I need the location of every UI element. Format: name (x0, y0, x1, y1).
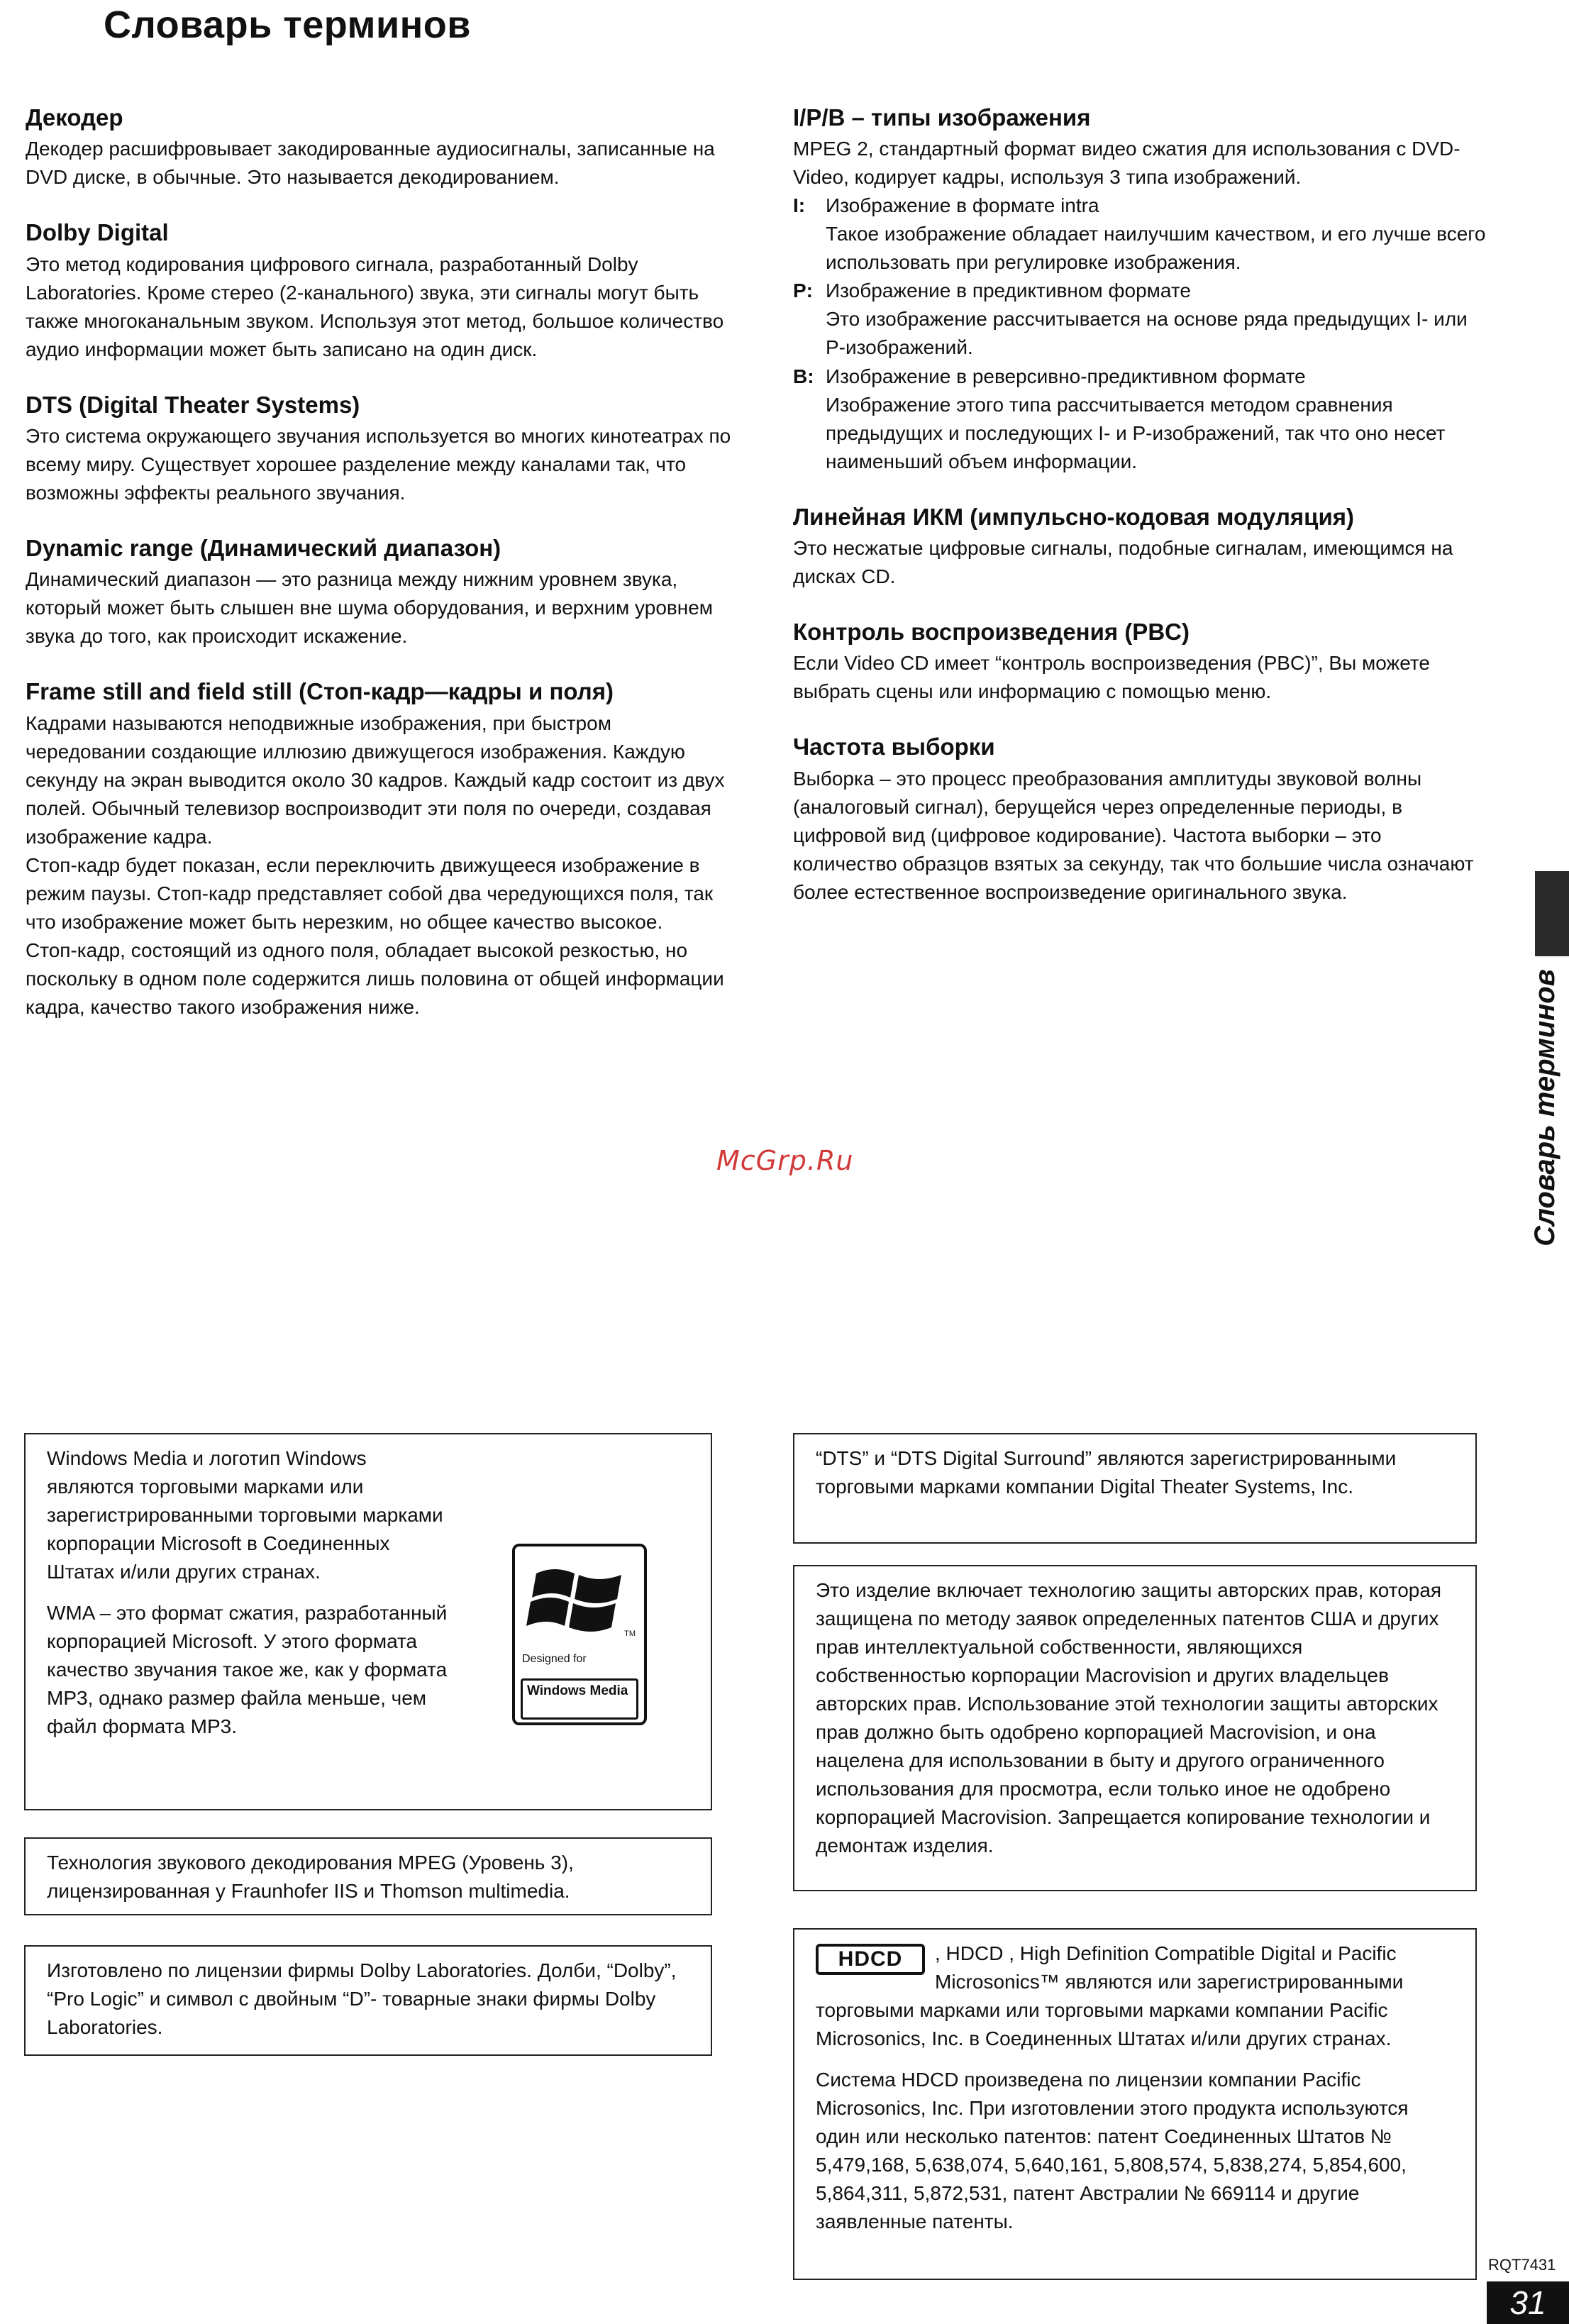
notice-paragraph-hdcd (816, 1940, 1454, 2053)
list-item (793, 363, 1488, 476)
section-heading: Dolby Digital (26, 219, 169, 246)
list-item-desc (826, 363, 1488, 476)
notice-paragraph: WMA – это формат сжатия, разработанный корпорацией Microsoft. У этого формата качество звучания такое же, как у формата MP3, однако размер файла меньше, чем файл формата MP3. (47, 1602, 448, 1738)
section-body: Если Video CD имеет “контроль воспроизведения (PBC)”, Вы можете выбрать сцены или информацию с помощью меню. (793, 652, 1430, 703)
notice-macrovision (793, 1565, 1477, 1891)
section-body: Это метод кодирования цифрового сигнала, разработанный Dolby Laboratories. Кроме стерео (2-канального) звука, эти сигналы могут быть также многоканальным звуком. Используя этот метод, большое количество аудио информации может быть записано на один диск. (26, 253, 724, 360)
list-item (793, 192, 1488, 277)
notice-paragraph: “DTS” и “DTS Digital Surround” являются зарегистрированными торговыми марками компании Digital Theater Systems, Inc. (816, 1447, 1397, 1498)
list-item-text: Изображение этого типа рассчитывается методом сравнения предыдущих и последующих I- и P-изображений, так что оно несет наименьший объем информации. (826, 393, 1446, 472)
notice-dolby (24, 1945, 712, 2056)
notice-text: , HDCD , High Definition Compatible Digital и Pacific Microsonics™ являются или зарегистрированными торговыми марками или торговыми марками компании Pacific Microsonics, Inc. в Соединенных Штатах и/или других странах. (816, 1942, 1404, 2050)
section-ipb (793, 104, 1488, 476)
section-heading: Линейная ИКМ (импульсно-кодовая модуляция) (793, 503, 1355, 530)
section-decoder (26, 104, 735, 192)
list-item-title: Изображение в реверсивно-предиктивном формате (826, 365, 1306, 387)
hdcd-logo: HDCD (816, 1944, 925, 1975)
section-frame-still (26, 677, 735, 1022)
section-pbc (793, 618, 1488, 706)
section-body: MPEG 2, стандартный формат видео сжатия для использования с DVD-Video, кодирует кадры, используя 3 типа изображений. (793, 138, 1460, 189)
left-column (26, 104, 735, 1048)
section-lpcm (793, 503, 1488, 591)
list-item-title: Изображение в формате intra (826, 194, 1099, 217)
notice-dts (793, 1433, 1477, 1544)
document-code: RQT7431 (1488, 2256, 1556, 2274)
section-body: Это система окружающего звучания используется во многих кинотеатрах по всему миру. Существует хорошее разделение между каналами так, что возможны эффекты реального звучания. (26, 424, 731, 504)
list-item-desc (826, 277, 1488, 362)
notice-mpeg (24, 1837, 712, 1915)
list-item (793, 277, 1488, 362)
picture-type-list (793, 192, 1488, 475)
section-paragraph: Стоп-кадр будет показан, если переключить движущееся изображение в режим паузы. Стоп-кадр представляет собой два чередующихся поля, так что изображение может быть нерезким, но общее качество высокое. (26, 853, 714, 933)
notice-text (47, 1444, 458, 1741)
watermark: McGrp.Ru (716, 1145, 854, 1176)
page-title: Словарь терминов (104, 4, 471, 46)
side-tab-marker (1535, 871, 1569, 956)
notice-paragraph: Windows Media и логотип Windows являются торговыми марками или зарегистрированными торговыми марками корпорации Microsoft в Соединенных Штатах и/или других странах. (47, 1447, 443, 1583)
section-heading: I/P/B – типы изображения (793, 104, 1091, 131)
section-body: Динамический диапазон — это разница между нижним уровнем звука, который может быть слышен вне шума оборудования, и верхним уровнем звука до того, как происходит искажение. (26, 568, 714, 648)
section-body: Выборка – это процесс преобразования амплитуды звуковой волны (аналоговый сигнал), берущейся через определенные периоды, в цифровой вид (цифровое кодирование). Частота выборки – это количество образцов взятых за секунду, так что большие числа означают более естественное воспроизведение оригинального звука. (793, 767, 1474, 903)
section-dynamic-range (26, 534, 735, 651)
list-item-letter: I: (793, 194, 806, 217)
side-label-text: Словарь терминов (1529, 968, 1560, 1246)
side-label (1524, 968, 1566, 1246)
notice-paragraph: Технология звукового декодирования MPEG (Уровень 3), лицензированная у Fraunhofer IIS и Thomson multimedia. (47, 1852, 574, 1903)
right-column (793, 104, 1488, 934)
notice-paragraph: Изготовлено по лицензии фирмы Dolby Laboratories. Долби, “Dolby”, “Pro Logic” и символ с двойным “D”- товарные знаки фирмы Dolby Laboratories. (47, 1959, 677, 2039)
list-item-text: Такое изображение обладает наилучшим качеством, и его лучше всего использовать при регулировке изображения. (826, 223, 1486, 274)
list-item-letter: P: (793, 280, 813, 302)
list-item-desc (826, 192, 1488, 277)
page-number: 31 (1487, 2281, 1569, 2324)
section-heading: Dynamic range (Динамический диапазон) (26, 535, 501, 562)
logo-media-label: Windows Media (521, 1678, 638, 1720)
section-heading: Декодер (26, 104, 123, 131)
windows-media-logo (512, 1544, 647, 1725)
section-heading: Frame still and field still (Стоп-кадр—кадры и поля) (26, 678, 614, 705)
trademark-mark: TM (624, 1629, 636, 1638)
logo-designed-for: Designed for (522, 1653, 587, 1665)
section-body: Это несжатые цифровые сигналы, подобные сигналам, имеющимся на дисках CD. (793, 536, 1453, 587)
notice-paragraph: Система HDCD произведена по лицензии компании Pacific Microsonics, Inc. При изготовлении этого продукта используются один или несколько патентов: патент Соединенных Штатов № 5,479,168, 5,638,074, 5,640,161, 5,808,574, 5,838,274, 5,854,600, 5,864,311, 5,872,531, патент Австралии № 669114 и другие заявленные патенты. (816, 2069, 1409, 2233)
section-dolby-digital (26, 218, 735, 363)
section-heading: DTS (Digital Theater Systems) (26, 391, 360, 418)
section-sampling (793, 733, 1488, 906)
section-body: Декодер расшифровывает закодированные аудиосигналы, записанные на DVD диске, в обычные. Это называется декодированием. (26, 138, 715, 189)
section-heading: Частота выборки (793, 734, 995, 760)
notice-windows-media (24, 1433, 712, 1810)
notice-paragraph: Это изделие включает технологию защиты авторских прав, которая защищена по методу заявок определенных патентов США и других прав интеллектуальной собственности, являющихся собственностью корпорации Macrovision и других владельцев авторских прав. Использование этой технологии защиты авторских прав должно быть одобрено корпорацией Macrovision, и она нацелена для использовании в быту и другого ограниченного использования для просмотра, если только иное не одобрено корпорацией Macrovision. Запрещается копирование технологии и демонтаж изделия. (816, 1579, 1442, 1857)
section-paragraph: Кадрами называются неподвижные изображения, при быстром чередовании создающие иллюзию движущегося изображения. Каждую секунду на экран выводится около 30 кадров. Каждый кадр состоит из двух полей. Обычный телевизор воспроизводит эти поля по очереди, создавая изображение кадра. (26, 712, 725, 848)
list-item-text: Это изображение рассчитывается на основе ряда предыдущих I- или P-изображений. (826, 308, 1468, 359)
section-heading: Контроль воспроизведения (PBC) (793, 618, 1190, 645)
section-dts (26, 391, 735, 507)
notice-hdcd (793, 1928, 1477, 2280)
list-item-title: Изображение в предиктивном формате (826, 280, 1191, 302)
section-paragraph: Стоп-кадр, состоящий из одного поля, обладает высокой резкостью, но поскольку в одном поле содержится лишь половина от общей информации кадра, качество такого изображения ниже. (26, 939, 724, 1018)
list-item-letter: B: (793, 365, 814, 387)
